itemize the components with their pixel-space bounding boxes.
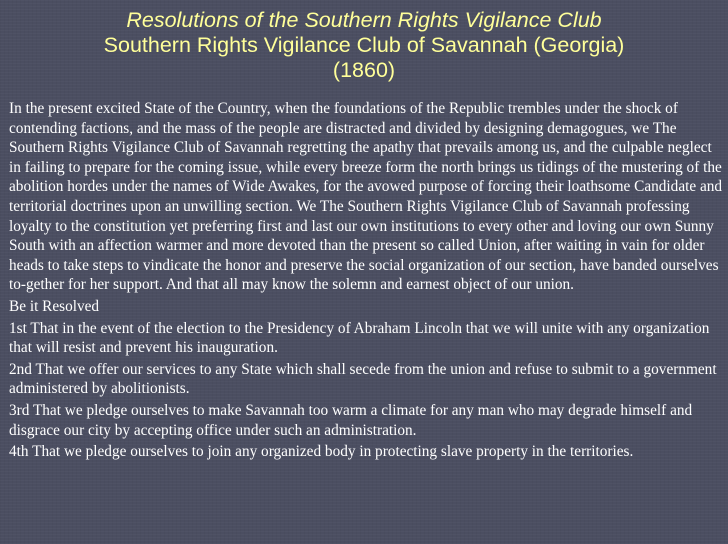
resolution-3: 3rd That we pledge ourselves to make Savannah too warm a climate for any man who may degrade himself and disgrace our city by accepting office under such an administration. bbox=[9, 401, 693, 439]
slide-title: Resolutions of the Southern Rights Vigilance Club bbox=[126, 8, 602, 32]
slide-subtitle: Southern Rights Vigilance Club of Savannah (Georgia) bbox=[103, 33, 625, 57]
resolution-4: 4th That we pledge ourselves to join any organized body in protecting slave property in the territories. bbox=[9, 443, 634, 461]
body-text bbox=[9, 99, 723, 464]
resolution-1: 1st That in the event of the election to the Presidency of Abraham Lincoln that we will unite with any organization that will resist and prevent his inauguration. bbox=[9, 319, 710, 357]
resolution-2: 2nd That we offer our services to any State which shall secede from the union and refuse to submit to a government administered by abolitionists. bbox=[9, 360, 717, 398]
slide-year: (1860) bbox=[332, 58, 396, 82]
resolved-heading: Be it Resolved bbox=[9, 297, 100, 315]
intro-paragraph: In the present excited State of the Country, when the foundations of the Republic trembles under the shock of contending factions, and the mass of the people are distracted and divided by designing demagogues, we The Southern Rights Vigilance Club of Savannah regretting the apathy that prevails among us, and the culpable neglect in failing to prepare for the coming issue, while every breeze form the north brings us tidings of the mustering of the abolition hordes under the names of Wide Awakes, for the avowed purpose of forcing their loathsome Candidate and territorial doctrines upon an unwilling section. We The Southern Rights Vigilance Club of Savannah professing loyalty to the constitution yet preferring first and last our own institutions to every other and loving our own Sunny South with an affection warmer and more devoted than the present so called Union, after waiting in vain for older heads to take steps to vindicate the honor and preserve the social organization of our section, have banded ourselves to-gether for her support. And that all may know the solemn and earnest object of our union. bbox=[9, 100, 723, 294]
title-block bbox=[0, 8, 728, 83]
